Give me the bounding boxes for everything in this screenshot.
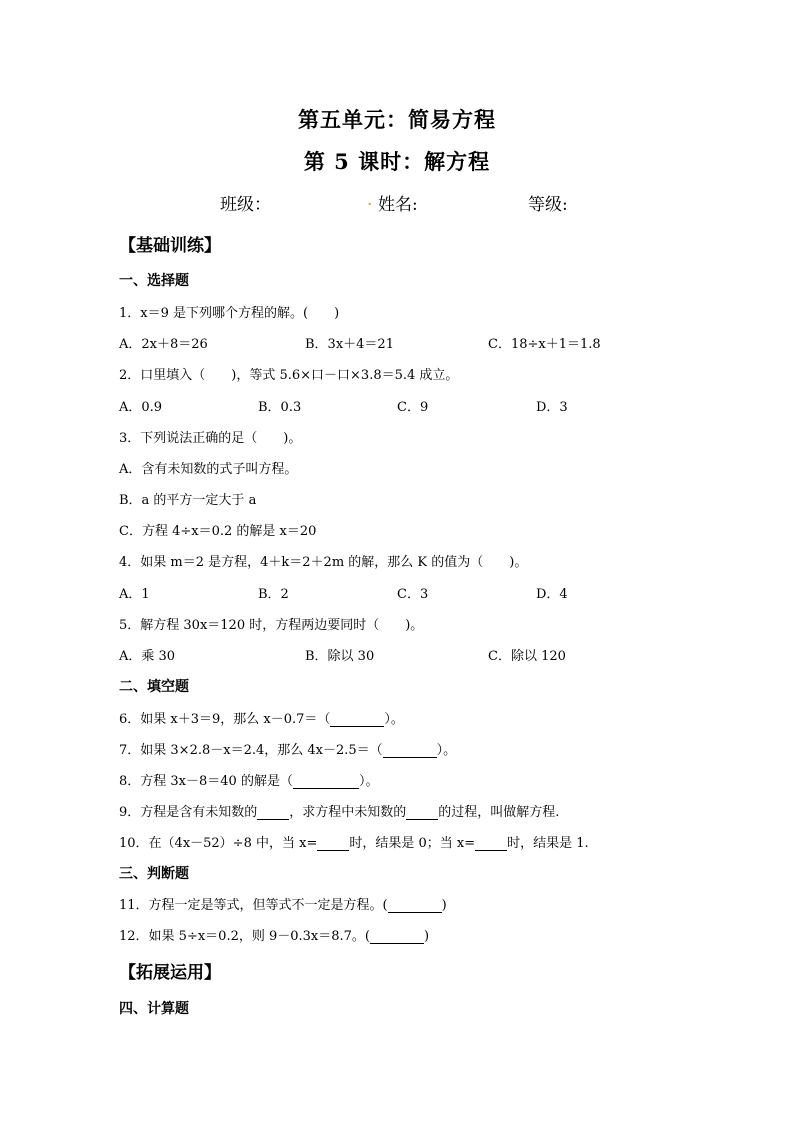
q12-text: 12．如果 5÷x＝0.2，则 9－0.3x＝8.7。( — [119, 929, 370, 944]
question-11 — [119, 894, 447, 913]
q10-end: 时，结果是 1. — [507, 836, 589, 851]
name-label: 姓名: — [378, 195, 418, 215]
q2-option-a: A．0.9 — [119, 400, 163, 415]
q2-option-b: B．0.3 — [258, 400, 302, 415]
q11-text: 11．方程一定是等式，但等式不一定是方程。( — [119, 898, 388, 913]
q8-end: ）。 — [358, 774, 379, 789]
class-label: 班级： — [220, 195, 271, 215]
q8-text: 8．方程 3x－8＝40 的解是（ — [119, 774, 293, 789]
question-1: 1．x＝9 是下列哪个方程的解。( ) — [119, 306, 340, 321]
q7-text: 7．如果 3×2.8－x＝2.4，那么 4x－2.5＝（ — [119, 743, 383, 758]
heading-fill: 二、填空题 — [119, 679, 189, 695]
section-basic-training: 【基础训练】 — [119, 236, 221, 256]
q4-option-b: B．2 — [258, 587, 289, 602]
q7-blank[interactable] — [383, 745, 437, 758]
q6-blank[interactable] — [330, 714, 384, 727]
q9-mid: ，求方程中未知数的 — [289, 805, 407, 820]
q5-option-b: B．除以 30 — [305, 649, 375, 664]
question-2: 2．口里填入（ )，等式 5.6×口－口×3.8＝5.4 成立。 — [119, 368, 459, 383]
section-extend-application: 【拓展运用】 — [119, 963, 221, 983]
q5-option-c: C．除以 120 — [488, 649, 566, 664]
question-6 — [119, 708, 404, 727]
q6-end: ）。 — [384, 712, 404, 727]
grade-label: 等级: — [528, 195, 568, 215]
question-5: 5．解方程 30x＝120 时，方程两边要同时（ )。 — [119, 618, 424, 633]
q12-end: ) — [424, 929, 430, 944]
q9-blank-2[interactable] — [406, 807, 438, 820]
q10-blank-1[interactable] — [317, 838, 349, 851]
q12-blank[interactable] — [370, 931, 424, 944]
q5-option-a: A．乘 30 — [119, 649, 176, 664]
q2-option-c: C．9 — [397, 400, 429, 415]
q10-text: 10．在（4x－52）÷8 中，当 x= — [119, 836, 318, 851]
q1-option-c: C．18÷x＋1＝1.8 — [488, 337, 601, 352]
q3-option-b: B．a 的平方一定大于 a — [119, 493, 257, 508]
decorative-dot: . — [367, 190, 373, 210]
question-12 — [119, 925, 429, 944]
heading-judge: 三、判断题 — [119, 866, 189, 882]
q9-end: 的过程，叫做解方程. — [438, 805, 560, 820]
question-9 — [119, 801, 559, 820]
q4-option-a: A．1 — [119, 587, 150, 602]
heading-choice: 一、选择题 — [119, 273, 189, 289]
question-3: 3．下列说法正确的足（ )。 — [119, 431, 302, 446]
q10-mid: 时，结果是 0；当 x= — [349, 836, 476, 851]
q11-end: ) — [441, 898, 447, 913]
heading-calc: 四、计算题 — [119, 1001, 189, 1017]
unit-title: 第五单元：简易方程 — [298, 107, 496, 132]
q6-text: 6．如果 x＋3＝9，那么 x－0.7＝（ — [119, 712, 331, 727]
q3-option-a: A．含有未知数的式子叫方程。 — [119, 462, 298, 477]
q2-option-d: D．3 — [536, 400, 568, 415]
question-8 — [119, 770, 378, 789]
q7-end: ）。 — [436, 743, 457, 758]
q10-blank-2[interactable] — [475, 838, 507, 851]
q9-text: 9．方程是含有未知数的 — [119, 805, 258, 820]
question-10 — [119, 832, 589, 851]
question-4: 4．如果 m＝2 是方程，4＋k＝2＋2m 的解，那么 K 的值为（ )。 — [119, 555, 528, 570]
q8-blank[interactable] — [293, 776, 359, 789]
q9-blank-1[interactable] — [257, 807, 289, 820]
q1-option-a: A．2x＋8＝26 — [119, 337, 208, 352]
lesson-title: 第 5 课时：解方程 — [303, 149, 491, 174]
q3-option-c: C．方程 4÷x＝0.2 的解是 x＝20 — [119, 524, 317, 539]
q11-blank[interactable] — [388, 900, 442, 913]
question-7 — [119, 739, 456, 758]
q4-option-c: C．3 — [397, 587, 429, 602]
q1-option-b: B．3x＋4＝21 — [305, 337, 394, 352]
q4-option-d: D．4 — [536, 587, 568, 602]
